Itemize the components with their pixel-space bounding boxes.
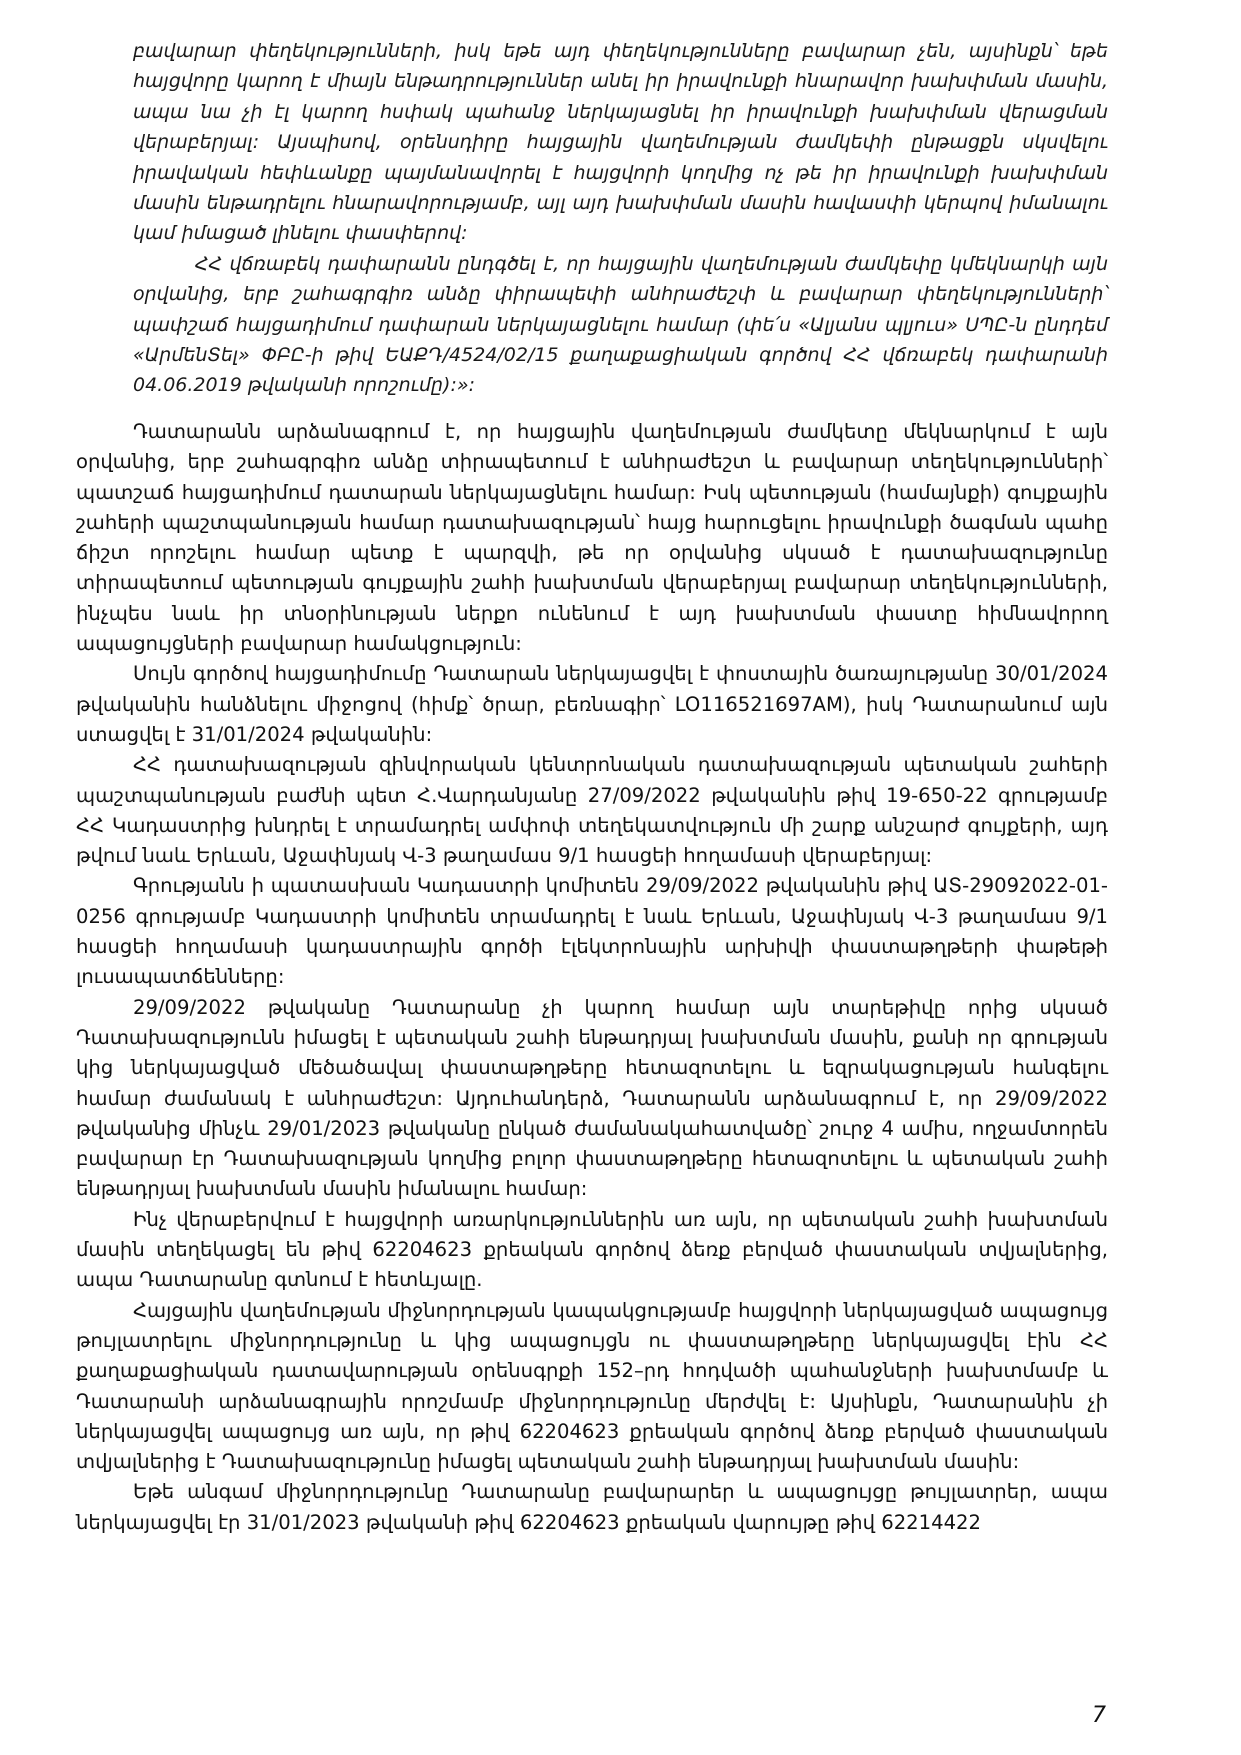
- page-number: 7: [1092, 1703, 1106, 1728]
- body-paragraph: ՀՀ դատախազության զինվորական կենտրոնական դատախազության պետական շահերի պաշտպանության բաժնի պետ Հ.Վարդանյանը 27/09/2022 թվականին թիվ 19-650-22 գրությամբ ՀՀ Կադաստրից խնդրել է տրամադրել ամփոփ տեղեկատվություն մի շարք անշարժ գույքերի, այդ թվում նաև Երևան, Աջափնյակ Վ-3 թաղամաս 9/1 հասցեի հողամասի վերաբերյալ:: [76, 753, 1108, 868]
- body-paragraph: 29/09/2022 թվականը Դատարանը չի կարող համար այն տարեթիվը որից սկսած Դատախազությունն իմացել է պետական շահի ենթադրյալ խախտման մասին, քանի որ գրության կից ներկայացված մեծածավալ փաստաթղթերը հետազոտելու և եզրակացության հանգելու համար ժամանակ է անհրաժեշտ: Այդուհանդերձ, Դատարանն արձանագրում է, որ 29/09/2022 թվականից մինչև 29/01/2023 թվականը ընկած ժամանակահատվածը՝ շուրջ 4 ամիս, ողջամտորեն բավարար էր Դատախազության կողմից բոլոր փաստաթղթերը հետազոտելու և պետական շահի ենթադրյալ խախտման մասին իմանալու համար:: [76, 995, 1108, 1201]
- quoted-passage: [133, 36, 1108, 401]
- body-paragraph: Ինչ վերաբերվում է հայցվորի առարկություններին առ այն, որ պետական շահի խախտման մասին տեղեկացել են թիվ 62204623 քրեական գործով ձեռք բերված փաստական տվյալներից, ապա Դատարանը գտնում է հետևյալը.: [76, 1207, 1108, 1292]
- body-paragraph: Դատարանն արձանագրում է, որ հայցային վաղեմության ժամկետը մեկնարկում է այն օրվանից, երբ շահագրգիռ անձը տիրապետում է անհրաժեշտ և բավարար տեղեկությունների՝ պատշաճ հայցադիմում դատարան ներկայացնելու համար: Իսկ պետության (համայնքի) գույքային շահերի պաշտպանության համար դատախազության՝ հայց հարուցելու իրավունքի ծագման պահը ճիշտ որոշելու համար պետք է պարզվի, թե որ օրվանից սկսած է դատախազությունը տիրապետում պետության գույքային շահի խախտման վերաբերյալ բավարար տեղեկությունների, ինչպես նաև իր տնօրինության ներքո ունենում է այդ խախտման փաստը հիմնավորող ապացույցների բավարար համակցություն:: [76, 420, 1108, 656]
- body-text: [76, 417, 1108, 1538]
- quote-paragraph: բավարար փեղեկությունների, իսկ եթե այդ փեղեկությունները բավարար չեն, այսինքն՝ եթե հայցվորը կարող է միայն ենթադրություններ անել իր իրավունքի հնարավոր խախփման մասին, ապա նա չի էլ կարող հսփակ պահանջ ներկայացնել իր իրավունքի խախփման վերացման վերաբերյալ: Այսպիսով, օրենսդիրը հայցային վաղեմության ժամկեփի ընթացքն սկսվելու իրավական հեփևանքը պայմանավորել է հայցվորի կողմից ոչ թե իր իրավունքի խախփման մասին ենթադրելու հնարավորությամբ, այլ այդ խախփման մասին հավասփի կերպով իմանալու կամ իմացած լինելու փասփերով:: [133, 40, 1108, 245]
- body-paragraph: Սույն գործով հայցադիմումը Դատարան ներկայացվել է փոստային ծառայությանը 30/01/2024 թվականին հանձնելու միջոցով (հիմք՝ ծրար, բեռնագիր՝ LO116521697AM), իսկ Դատարանում այն ստացվել է 31/01/2024 թվականին:: [76, 662, 1108, 746]
- quote-paragraph: ՀՀ վճռաբեկ դափարանն ընդգծել է, որ հայցային վաղեմության ժամկեփը կմեկնարկի այն օրվանից, երբ շահագրգիռ անձը փիրապեփի անհրաժեշփ և բավարար փեղեկությունների՝ պափշաճ հայցադիմում դափարան ներկայացնելու համար (փե՛ս «Ալյանս պլյուս» ՍՊԸ-ն ընդդեմ «ԱրմենՏել» ՓԲԸ-ի թիվ ԵԱՔԴ/4524/02/15 քաղաքացիական գործով ՀՀ վճռաբեկ դափարանի 04.06.2019 թվականի որոշումը):»:: [133, 252, 1108, 397]
- body-paragraph: Հայցային վաղեմության միջնորդության կապակցությամբ հայցվորի ներկայացված ապացույց թույլատրելու միջնորդությունը և կից ապացույցն ու փաստաթղթերը ներկայացվել էին ՀՀ քաղաքացիական դատավարության օրենսգրքի 152–րդ հոդվածի պահանջների խախտմամբ և Դատարանի արձանագրային որոշմամբ միջնորդությունը մերժվել է: Այսինքն, Դատարանին չի ներկայացվել ապացույց առ այն, որ թիվ 62204623 քրեական գործով ձեռք բերված փաստական տվյալներից է Դատախազությունը իմացել պետական շահի ենթադրյալ խախտման մասին:: [76, 1298, 1108, 1474]
- body-paragraph: Գրությանն ի պատասխան Կադաստրի կոմիտեն 29/09/2022 թվականին թիվ ԱՏ-29092022-01-0256 գրությամբ Կադաստրի կոմիտեն տրամադրել է նաև Երևան, Աջափնյակ Վ-3 թաղամաս 9/1 հասցեի հողամասի կադաստրային գործի էլեկտրոնային արխիվի փաստաթղթերի փաթեթի լուսապատճենները:: [76, 874, 1108, 989]
- body-paragraph: Եթե անգամ միջնորդությունը Դատարանը բավարարեր և ապացույցը թույլատրեր, ապա ներկայացվել էր 31/01/2023 թվականի թիվ 62204623 քրեական վարույթը թիվ 62214422: [76, 1480, 1108, 1534]
